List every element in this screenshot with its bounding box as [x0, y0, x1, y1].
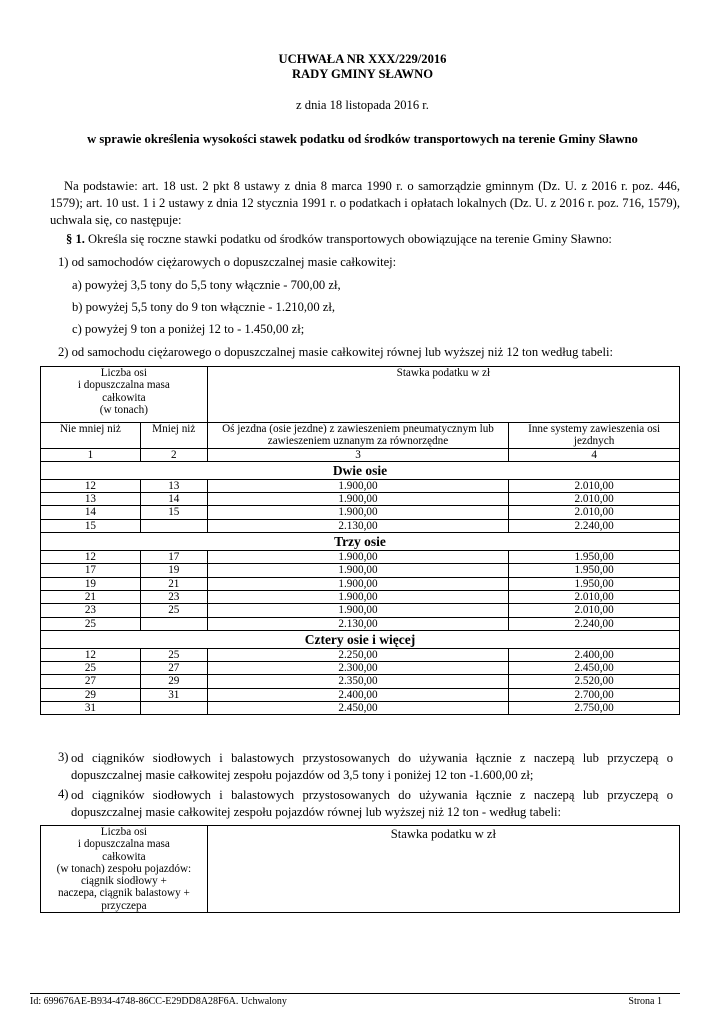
- header-axles-mass: Liczba osi i dopuszczalna masa całkowita (w tonach) zespołu pojazdów: ciągnik siodłowy + naczepa, ciągnik balastowy + przyczepa: [41, 826, 208, 913]
- max-tonnage-cell: 19: [140, 564, 207, 577]
- max-tonnage-cell: [140, 702, 207, 715]
- item-3: od ciągników siodłowych i balastowych przystosowanych do używania łącznie z naczepą lub przyczepą o dopuszczalnej masie całkowitej zespołu pojazdów od 3,5 tony i poniżej 12 ton -1.600,00 zł;: [71, 751, 673, 782]
- min-tonnage-cell: 19: [41, 577, 141, 590]
- min-tonnage-cell: 23: [41, 604, 141, 617]
- min-tonnage-cell: 29: [41, 688, 141, 701]
- header-tax-rate: Stawka podatku w zł: [207, 367, 679, 423]
- min-tonnage-cell: 21: [41, 590, 141, 603]
- pneumatic-rate-cell: 2.450,00: [207, 702, 509, 715]
- table-row: [41, 479, 680, 492]
- header-pneumatic: Oś jezdna (osie jezdne) z zawieszeniem pneumatycznym lub zawieszeniem uznanym za równorzędne: [207, 423, 509, 449]
- max-tonnage-cell: [140, 617, 207, 630]
- max-tonnage-cell: 29: [140, 675, 207, 688]
- axle-group-title: Trzy osie: [41, 533, 680, 551]
- pneumatic-rate-cell: 2.130,00: [207, 617, 509, 630]
- table-row: [41, 506, 680, 519]
- min-tonnage-cell: 25: [41, 617, 141, 630]
- paragraph-1-text: Określa się roczne stawki podatku od środków transportowych obowiązujące na terenie Gminy Sławno:: [84, 232, 612, 246]
- table-row: [41, 675, 680, 688]
- min-tonnage-cell: 31: [41, 702, 141, 715]
- other-rate-cell: 2.450,00: [509, 662, 680, 675]
- other-rate-cell: 1.950,00: [509, 577, 680, 590]
- other-rate-cell: 2.700,00: [509, 688, 680, 701]
- max-tonnage-cell: 31: [140, 688, 207, 701]
- pneumatic-rate-cell: 2.400,00: [207, 688, 509, 701]
- paragraph-1: [66, 232, 612, 247]
- other-rate-cell: 1.950,00: [509, 564, 680, 577]
- pneumatic-rate-cell: 1.900,00: [207, 551, 509, 564]
- other-rate-cell: 2.520,00: [509, 675, 680, 688]
- axle-group-title: Dwie osie: [41, 461, 680, 479]
- min-tonnage-cell: 12: [41, 648, 141, 661]
- column-number: 4: [509, 448, 680, 461]
- table-row: [41, 648, 680, 661]
- other-rate-cell: 2.750,00: [509, 702, 680, 715]
- min-tonnage-cell: 13: [41, 493, 141, 506]
- column-number: 3: [207, 448, 509, 461]
- header-axles-mass: Liczba osi i dopuszczalna masa całkowita (w tonach): [41, 367, 208, 423]
- pneumatic-rate-cell: 2.350,00: [207, 675, 509, 688]
- other-rate-cell: 1.950,00: [509, 551, 680, 564]
- item-1c: c) powyżej 9 ton a poniżej 12 to - 1.450,00 zł;: [72, 322, 305, 336]
- table-row: [41, 702, 680, 715]
- header-min: Nie mniej niż: [41, 423, 141, 449]
- table-row: [41, 688, 680, 701]
- column-number: 2: [140, 448, 207, 461]
- min-tonnage-cell: 17: [41, 564, 141, 577]
- pneumatic-rate-cell: 2.130,00: [207, 519, 509, 532]
- pneumatic-rate-cell: 1.900,00: [207, 506, 509, 519]
- table-row: [41, 617, 680, 630]
- max-tonnage-cell: 25: [140, 648, 207, 661]
- max-tonnage-cell: 14: [140, 493, 207, 506]
- max-tonnage-cell: 13: [140, 479, 207, 492]
- item-3-number: 3): [58, 750, 69, 764]
- pneumatic-rate-cell: 1.900,00: [207, 564, 509, 577]
- group-row: [41, 461, 680, 479]
- table-row: [41, 604, 680, 617]
- table-row: [41, 493, 680, 506]
- max-tonnage-cell: 15: [140, 506, 207, 519]
- item-2: 2) od samochodu ciężarowego o dopuszczalnej masie całkowitej równej lub wyższej niż 12 ton według tabeli:: [58, 345, 613, 359]
- table-header-row: [41, 826, 680, 913]
- group-row: [41, 533, 680, 551]
- resolution-subject: w sprawie określenia wysokości stawek podatku od środków transportowych na terenie Gminy Sławno: [87, 132, 638, 146]
- item-1a: a) powyżej 3,5 tony do 5,5 tony włącznie - 700,00 zł,: [72, 278, 341, 292]
- other-rate-cell: 2.240,00: [509, 519, 680, 532]
- other-rate-cell: 2.010,00: [509, 590, 680, 603]
- preamble: Na podstawie: art. 18 ust. 2 pkt 8 ustawy z dnia 8 marca 1990 r. o samorządzie gminnym (Dz. U. z 2016 r. poz. 446, 1579); art. 10 ust. 1 i 2 ustawy z dnia 12 stycznia 1991 r. o podatkach i opłatach lokalnych (Dz. U. z 2016 r. poz. 716, 1579), uchwala się, co następuje:: [50, 179, 680, 227]
- title-line-2: RADY GMINY SŁAWNO: [291, 67, 434, 81]
- resolution-date: z dnia 18 listopada 2016 r.: [296, 98, 429, 112]
- column-number: 1: [41, 448, 141, 461]
- min-tonnage-cell: 27: [41, 675, 141, 688]
- header-max: Mniej niż: [140, 423, 207, 449]
- max-tonnage-cell: 21: [140, 577, 207, 590]
- min-tonnage-cell: 12: [41, 479, 141, 492]
- pneumatic-rate-cell: 2.250,00: [207, 648, 509, 661]
- page-number: Strona 1: [628, 996, 662, 1007]
- other-rate-cell: 2.010,00: [509, 604, 680, 617]
- pneumatic-rate-cell: 2.300,00: [207, 662, 509, 675]
- tax-rate-table-tractors: [40, 825, 680, 913]
- item-1: 1) od samochodów ciężarowych o dopuszczalnej masie całkowitej:: [58, 255, 397, 269]
- min-tonnage-cell: 12: [41, 551, 141, 564]
- table-row: [41, 564, 680, 577]
- pneumatic-rate-cell: 1.900,00: [207, 479, 509, 492]
- header-other-suspension: Inne systemy zawieszenia osi jezdnych: [509, 423, 680, 449]
- item-4: od ciągników siodłowych i balastowych przystosowanych do używania łącznie z naczepą lub przyczepą o dopuszczalnej masie całkowitej zespołu pojazdów równej lub wyższej niż 12 ton - według tabeli:: [71, 788, 673, 819]
- max-tonnage-cell: 23: [140, 590, 207, 603]
- max-tonnage-cell: 25: [140, 604, 207, 617]
- other-rate-cell: 2.400,00: [509, 648, 680, 661]
- pneumatic-rate-cell: 1.900,00: [207, 590, 509, 603]
- table-subheader-row: [41, 423, 680, 449]
- table-header-row: [41, 367, 680, 423]
- item-1b: b) powyżej 5,5 tony do 9 ton włącznie - 1.210,00 zł,: [72, 300, 336, 314]
- other-rate-cell: 2.010,00: [509, 479, 680, 492]
- table-row: [41, 590, 680, 603]
- table-row: [41, 577, 680, 590]
- table-row: [41, 551, 680, 564]
- min-tonnage-cell: 15: [41, 519, 141, 532]
- footer-divider: [30, 993, 680, 994]
- title-line-1: UCHWAŁA NR XXX/229/2016: [278, 52, 447, 66]
- min-tonnage-cell: 14: [41, 506, 141, 519]
- table-row: [41, 519, 680, 532]
- other-rate-cell: 2.010,00: [509, 506, 680, 519]
- pneumatic-rate-cell: 1.900,00: [207, 604, 509, 617]
- document-id: Id: 699676AE-B934-4748-86CC-E29DD8A28F6A. Uchwalony: [30, 996, 287, 1007]
- max-tonnage-cell: 27: [140, 662, 207, 675]
- pneumatic-rate-cell: 1.900,00: [207, 493, 509, 506]
- pneumatic-rate-cell: 1.900,00: [207, 577, 509, 590]
- max-tonnage-cell: [140, 519, 207, 532]
- paragraph-1-label: § 1.: [66, 232, 85, 246]
- header-tax-rate: Stawka podatku w zł: [207, 826, 679, 913]
- other-rate-cell: 2.240,00: [509, 617, 680, 630]
- tax-rate-table-trucks: [40, 366, 680, 715]
- table-row: [41, 662, 680, 675]
- max-tonnage-cell: 17: [140, 551, 207, 564]
- axle-group-title: Cztery osie i więcej: [41, 630, 680, 648]
- other-rate-cell: 2.010,00: [509, 493, 680, 506]
- group-row: [41, 630, 680, 648]
- column-number-row: [41, 448, 680, 461]
- item-4-number: 4): [58, 787, 69, 801]
- min-tonnage-cell: 25: [41, 662, 141, 675]
